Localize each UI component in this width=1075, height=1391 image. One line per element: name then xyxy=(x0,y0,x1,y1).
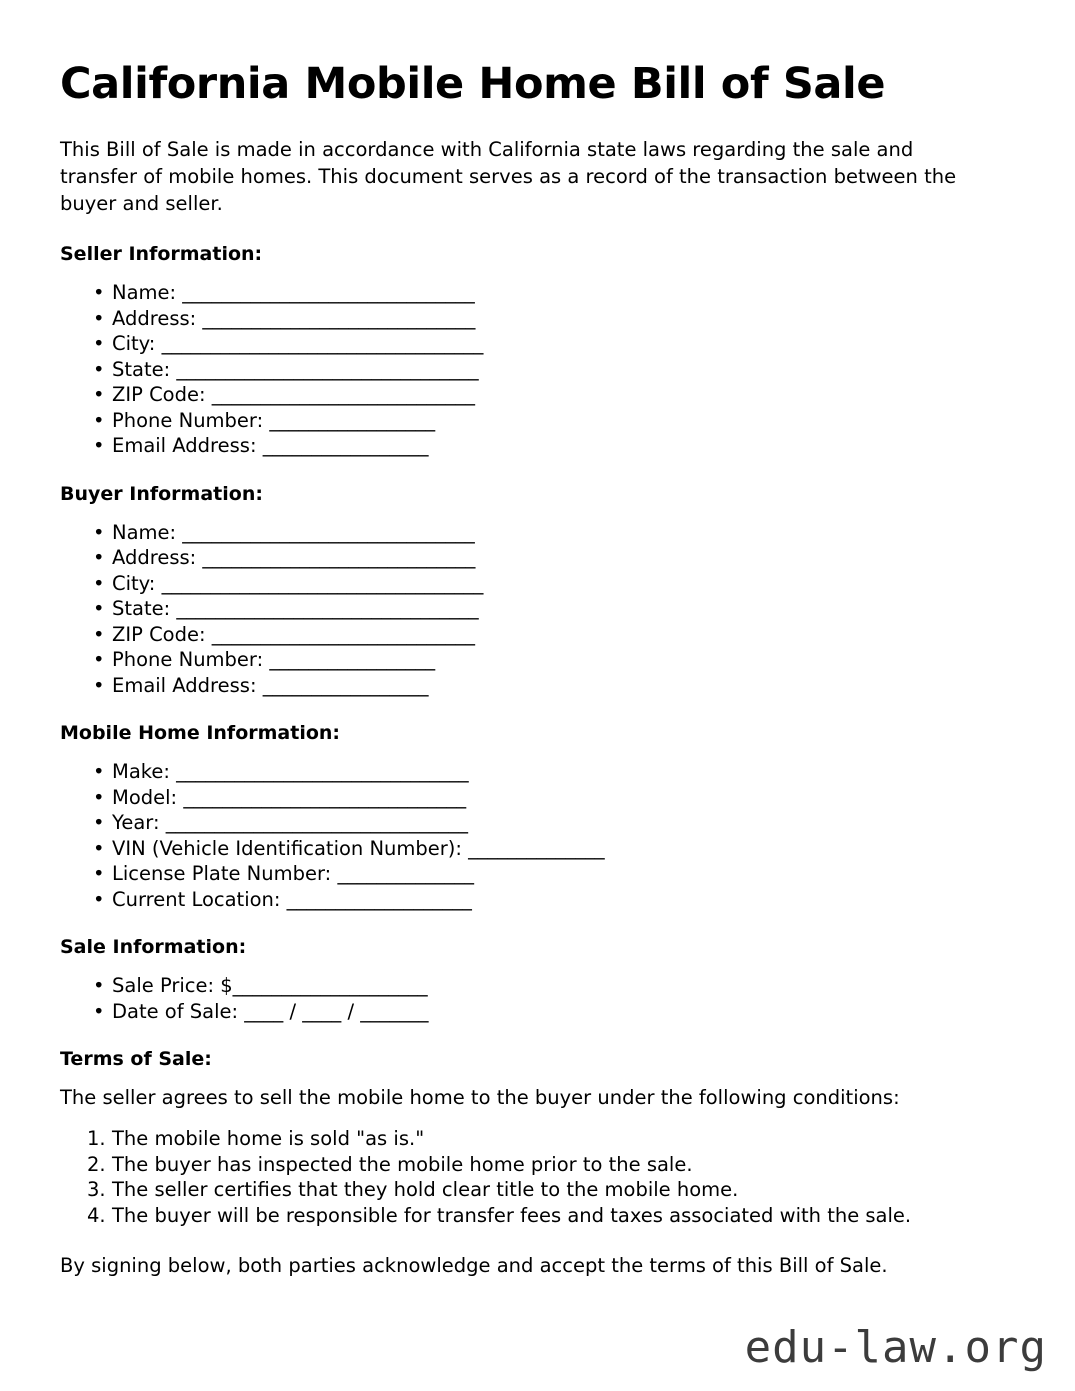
list-item: • Email Address: _________________ xyxy=(60,673,990,699)
list-item: • Date of Sale: ____ / ____ / _______ xyxy=(60,999,990,1025)
list-item: • Phone Number: _________________ xyxy=(60,647,990,673)
list-item: • City: _________________________________ xyxy=(60,571,990,597)
terms-of-sale-list xyxy=(60,1126,990,1229)
page-title: California Mobile Home Bill of Sale xyxy=(60,59,886,109)
list-item: • Phone Number: _________________ xyxy=(60,408,990,434)
seller-information-fields xyxy=(60,280,990,459)
list-item: • State: _______________________________ xyxy=(60,596,990,622)
list-item: • Address: ____________________________ xyxy=(60,545,990,571)
list-item: The seller certifies that they hold clear title to the mobile home. xyxy=(112,1178,739,1202)
list-item: • Name: ______________________________ xyxy=(60,280,990,306)
list-item: • Email Address: _________________ xyxy=(60,433,990,459)
list-item: The buyer has inspected the mobile home prior to the sale. xyxy=(112,1152,693,1176)
list-item: • VIN (Vehicle Identification Number): ______________ xyxy=(60,836,990,862)
list-item: • ZIP Code: ___________________________ xyxy=(60,382,990,408)
list-item: • ZIP Code: ___________________________ xyxy=(60,622,990,648)
list-item: • Sale Price: $____________________ xyxy=(60,973,990,999)
terms-intro-paragraph: The seller agrees to sell the mobile home to the buyer under the following conditions: xyxy=(60,1086,900,1110)
seller-information-heading: Seller Information: xyxy=(60,243,263,266)
list-item: The mobile home is sold "as is." xyxy=(112,1127,425,1151)
list-item: • Make: ______________________________ xyxy=(60,759,990,785)
closing-paragraph: By signing below, both parties acknowledge and accept the terms of this Bill of Sale. xyxy=(60,1253,888,1277)
mobile-home-information-heading: Mobile Home Information: xyxy=(60,722,341,745)
intro-paragraph: This Bill of Sale is made in accordance with California state laws regarding the sale and transfer of mobile homes. This document serves as a record of the transaction between the buyer and seller. xyxy=(60,137,957,215)
mobile-home-information-fields xyxy=(60,759,990,912)
sale-information-fields xyxy=(60,973,990,1024)
list-item: • Year: _______________________________ xyxy=(60,810,990,836)
list-item: • Name: ______________________________ xyxy=(60,520,990,546)
site-watermark: edu-law.org xyxy=(744,1322,1047,1373)
list-item: • Model: _____________________________ xyxy=(60,785,990,811)
list-item: • State: _______________________________ xyxy=(60,357,990,383)
list-item: • License Plate Number: ______________ xyxy=(60,861,990,887)
list-item: • Address: ____________________________ xyxy=(60,306,990,332)
buyer-information-heading: Buyer Information: xyxy=(60,482,263,505)
list-item: The buyer will be responsible for transfer fees and taxes associated with the sale. xyxy=(112,1204,912,1228)
buyer-information-fields xyxy=(60,520,990,699)
list-item: • City: _________________________________ xyxy=(60,331,990,357)
terms-of-sale-heading: Terms of Sale: xyxy=(60,1048,212,1071)
list-item: • Current Location: ___________________ xyxy=(60,887,990,913)
sale-information-heading: Sale Information: xyxy=(60,936,247,959)
